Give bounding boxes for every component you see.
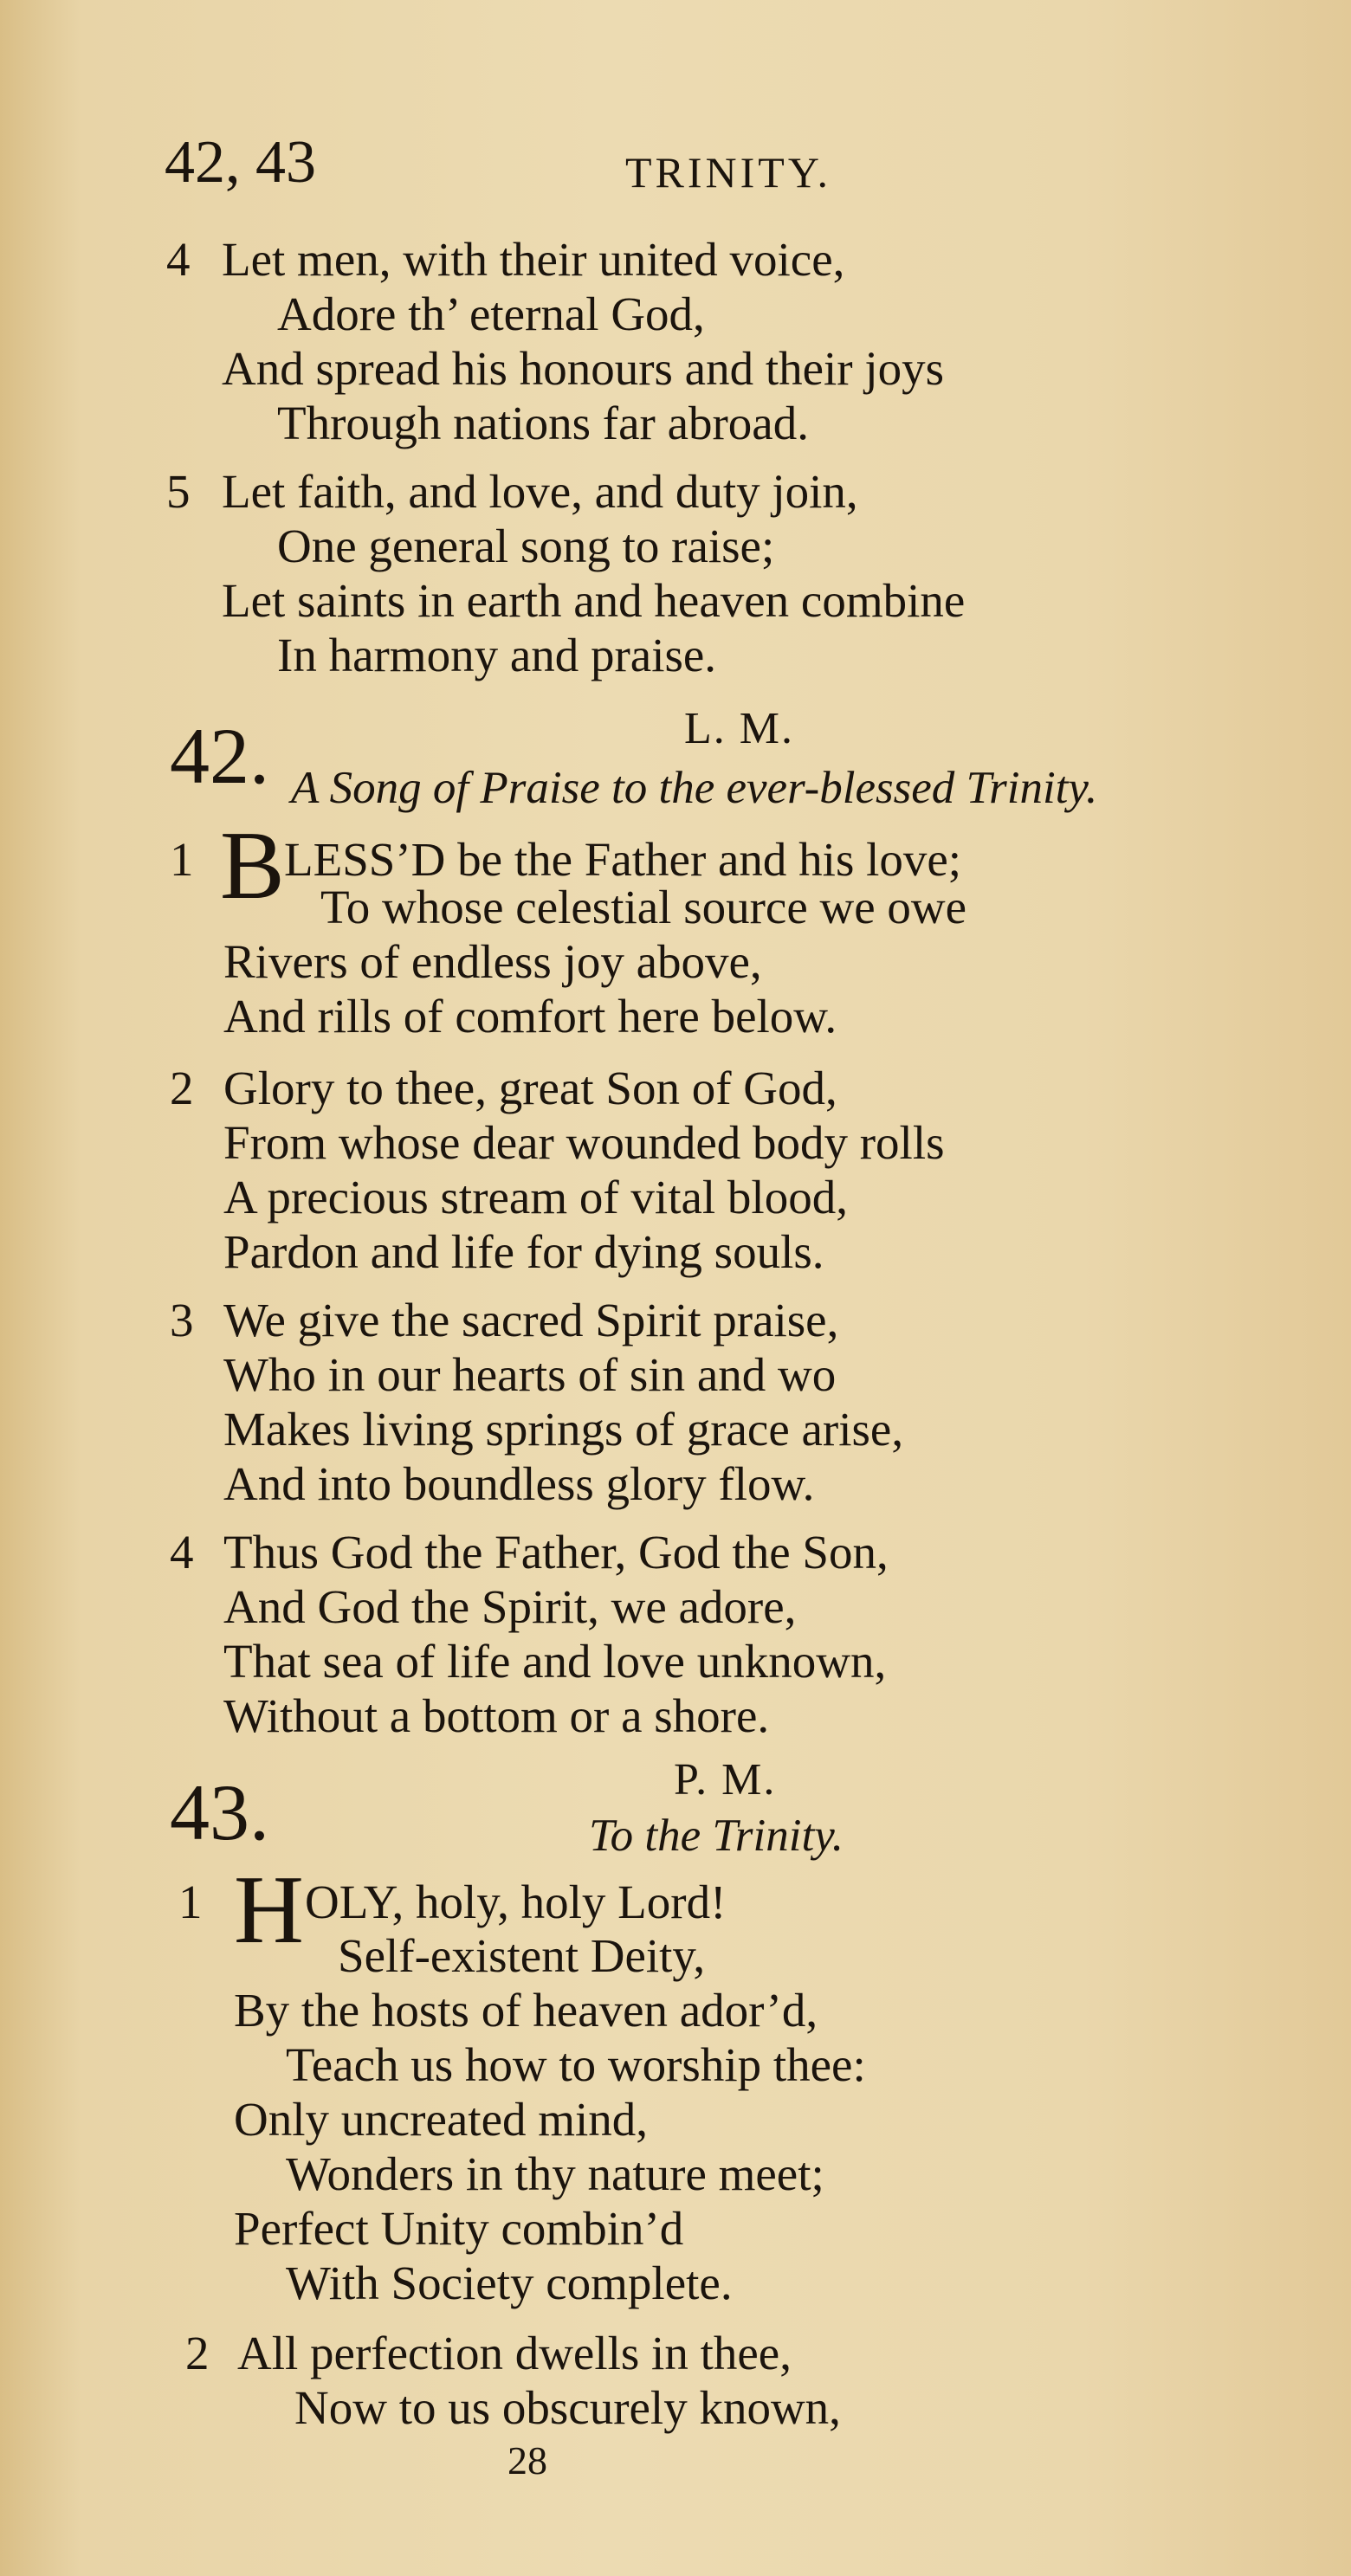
verse-number: 4 [166, 233, 191, 286]
verse-line: Through nations far abroad. [277, 397, 809, 449]
verse-number: 1 [178, 1876, 203, 1928]
folio-number: 28 [507, 2438, 547, 2482]
verse-line: Who in our hearts of sin and wo [223, 1348, 837, 1401]
verse-number: 2 [170, 1062, 194, 1114]
verse-line: We give the sacred Spirit praise, [223, 1294, 839, 1346]
verse-line: Now to us obscurely known, [294, 2381, 841, 2434]
verse-line: Teach us how to worship thee: [286, 2038, 866, 2091]
hymn-meter: P. M. [674, 1755, 777, 1804]
verse-line: And rills of comfort here below. [223, 990, 837, 1043]
verse-line: Perfect Unity combin’d [234, 2202, 684, 2255]
verse-number: 4 [170, 1526, 194, 1579]
verse-line: One general song to raise; [277, 520, 775, 572]
verse-line: All perfection dwells in thee, [237, 2327, 792, 2379]
verse-line: Makes living springs of grace arise, [223, 1403, 904, 1456]
verse-line: A precious stream of vital blood, [223, 1171, 848, 1223]
running-page-numbers: 42, 43 [165, 129, 316, 196]
drop-cap: H [234, 1856, 304, 1964]
hymn-meter: L. M. [684, 704, 794, 753]
verse-line: Rivers of endless joy above, [223, 935, 762, 988]
verse-line: Let faith, and love, and duty join, [222, 465, 858, 518]
verse-line: By the hosts of heaven ador’d, [234, 1984, 818, 2037]
hymn-number: 43. [170, 1768, 269, 1856]
verse-line: That sea of life and love unknown, [223, 1635, 887, 1688]
verse-line: Let saints in earth and heaven combine [222, 574, 966, 627]
hymn-subtitle: A Song of Praise to the ever-blessed Trinity. [291, 763, 1098, 813]
drop-cap: B [220, 812, 285, 920]
verse-line: Pardon and life for dying souls. [223, 1225, 824, 1278]
verse-number: 5 [166, 465, 191, 518]
verse-line: With Society complete. [286, 2256, 733, 2309]
verse-line: And God the Spirit, we adore, [223, 1580, 797, 1633]
hymn-number: 42. [170, 712, 269, 800]
verse-line: Wonders in thy nature meet; [286, 2147, 824, 2200]
verse-line: Glory to thee, great Son of God, [223, 1062, 837, 1114]
verse-line: LESS’D be the Father and his love; [284, 833, 962, 886]
verse-line: Without a bottom or a shore. [223, 1689, 770, 1742]
verse-number: 1 [170, 833, 194, 886]
verse-line: And into boundless glory flow. [223, 1457, 815, 1510]
verse-line: To whose celestial source we owe [320, 881, 967, 933]
running-title: TRINITY. [625, 148, 832, 197]
verse-line: OLY, holy, holy Lord! [305, 1876, 727, 1928]
verse-line: From whose dear wounded body rolls [223, 1116, 945, 1169]
verse-line: In harmony and praise. [277, 629, 717, 681]
verse-line: And spread his honours and their joys [222, 342, 945, 395]
verse-number: 3 [170, 1294, 194, 1346]
verse-number: 2 [185, 2327, 210, 2379]
verse-line: Self-existent Deity, [338, 1929, 706, 1982]
hymn-subtitle: To the Trinity. [589, 1811, 844, 1861]
verse-line: Only uncreated mind, [234, 2093, 649, 2146]
verse-line: Let men, with their united voice, [222, 233, 845, 286]
verse-line: Adore th’ eternal God, [277, 287, 705, 340]
verse-line: Thus God the Father, God the Son, [223, 1526, 889, 1579]
